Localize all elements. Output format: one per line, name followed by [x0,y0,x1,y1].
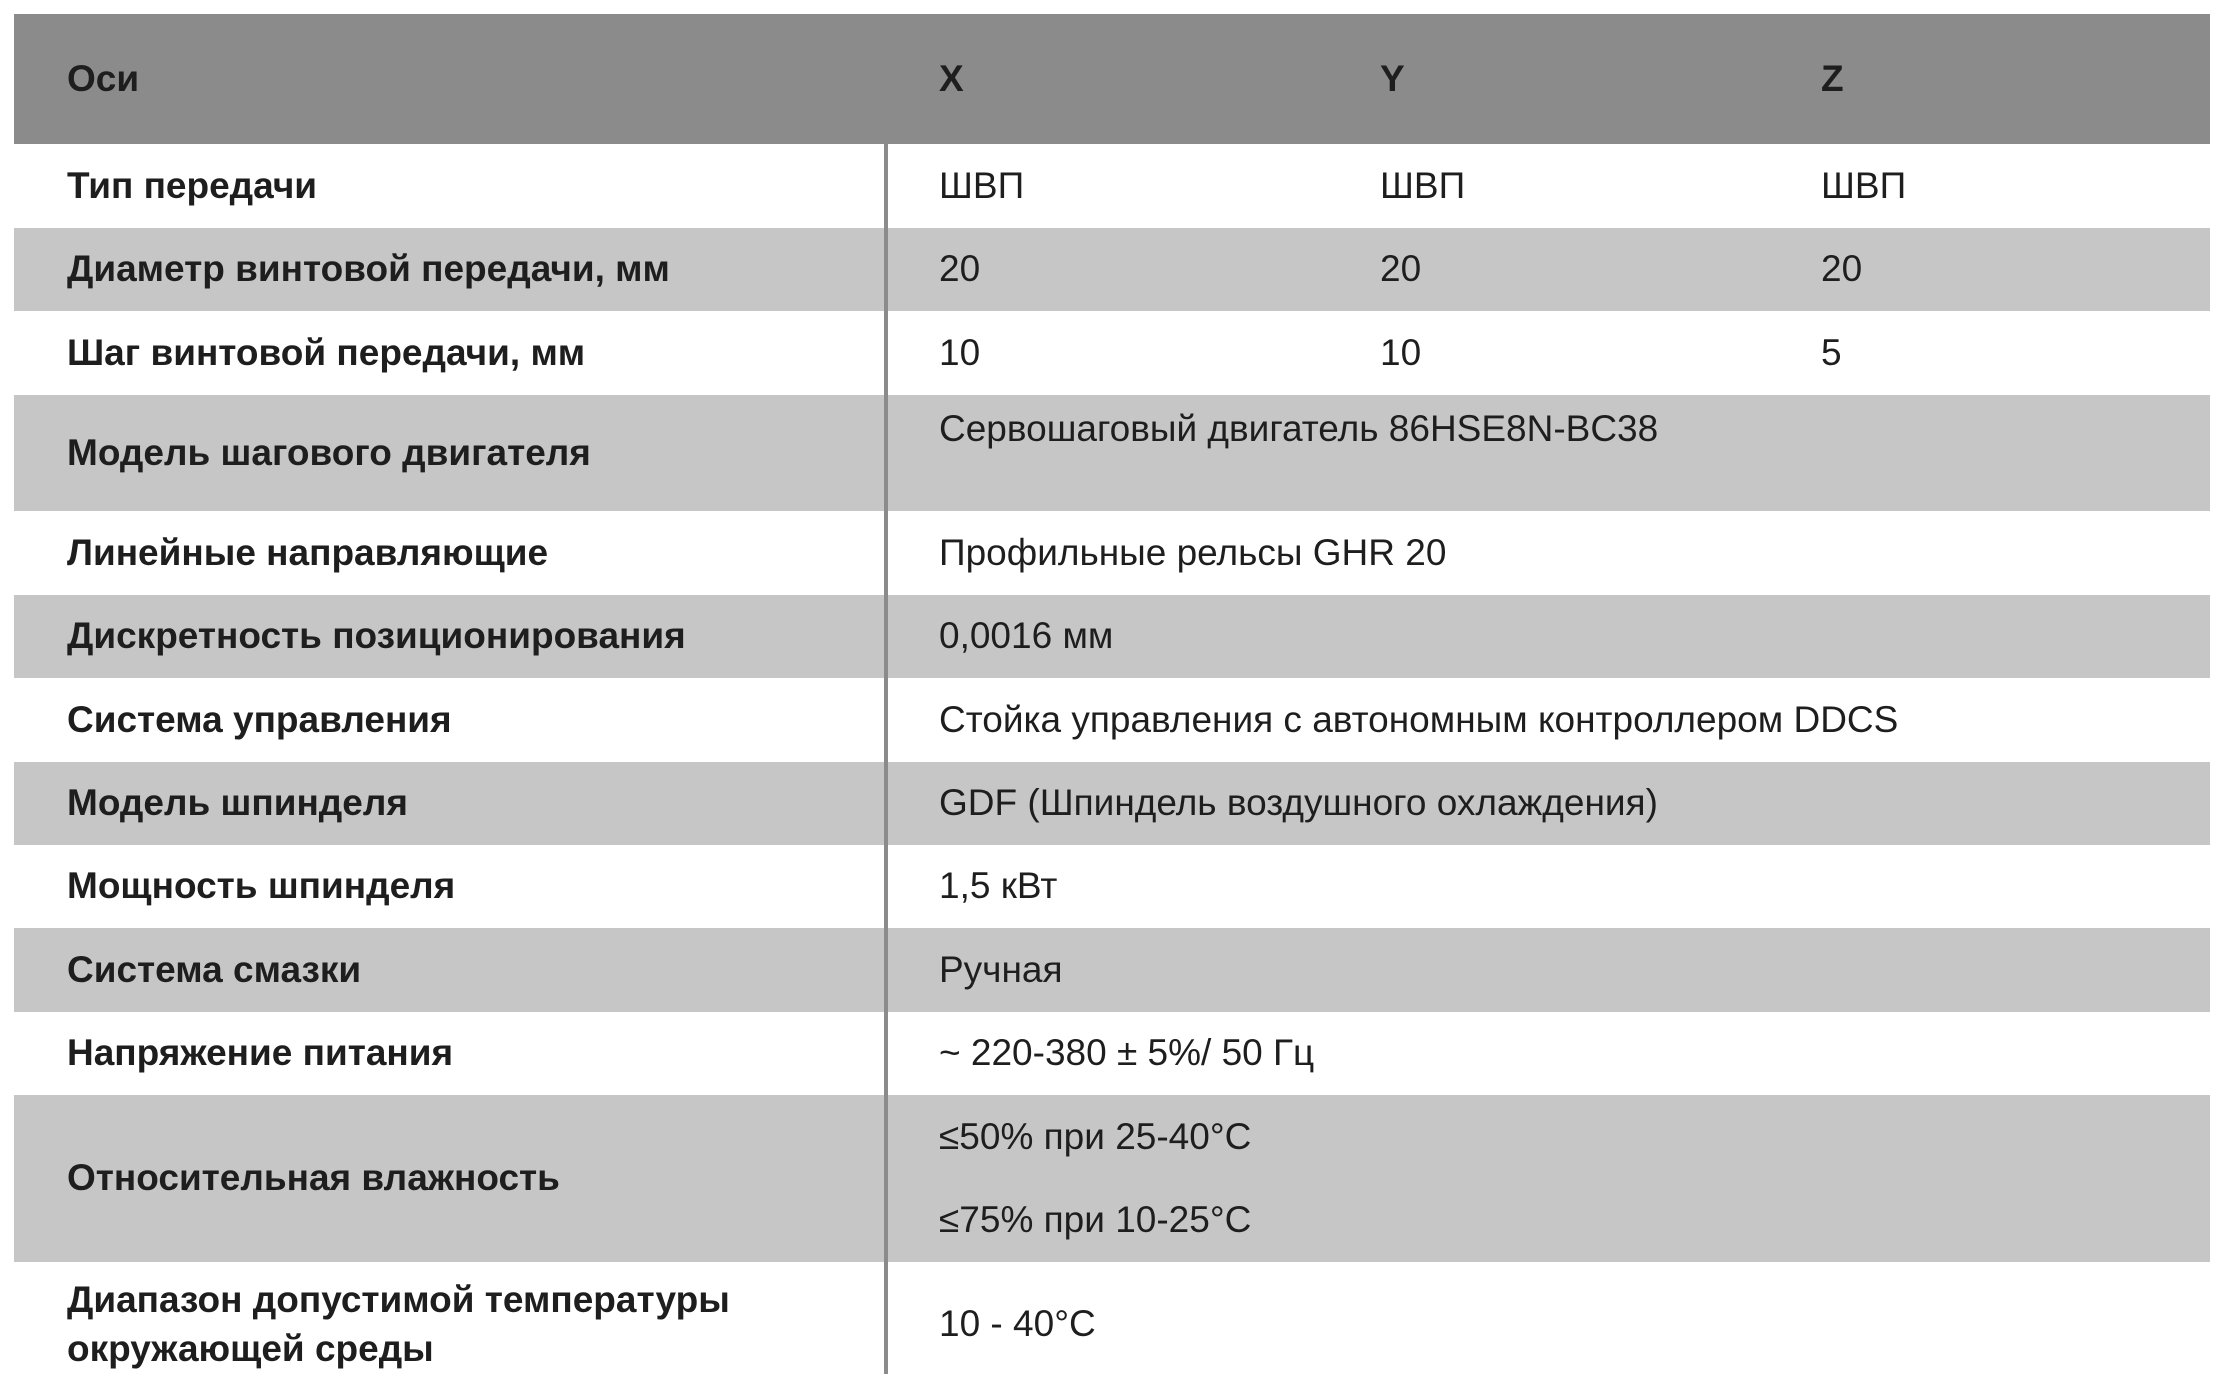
row-label: Относительная влажность [67,1157,560,1199]
row-value-y: 10 [1380,331,1422,373]
header-x: X [939,57,964,99]
row-value: Стойка управления с автономным контроллером DDCS [939,698,1899,740]
row-value-y: ШВП [1380,164,1466,206]
row-value: 1,5 кВт [939,865,1058,907]
row-value: 0,0016 мм [939,615,1114,657]
row-label [14,1276,886,1374]
row-label: Мощность шпинделя [67,865,456,907]
row-label: Система смазки [67,948,362,990]
table-row [14,1262,2210,1387]
header-z: Z [1821,57,1844,99]
column-divider [884,144,888,1374]
row-value: ~ 220-380 ± 5%/ 50 Гц [939,1032,1315,1074]
table-row [14,678,2210,762]
row-value-z: 5 [1821,331,1842,373]
row-label-line: Диапазон допустимой температуры [67,1278,730,1320]
table-header-row [14,14,2210,144]
row-value: GDF (Шпиндель воздушного охлаждения) [939,782,1658,824]
row-label: Диаметр винтовой передачи, мм [67,248,670,290]
header-y: Y [1380,57,1405,99]
row-value-x: 20 [939,248,981,290]
row-value [886,1113,2210,1244]
row-label: Дискретность позиционирования [67,615,686,657]
header-axes-label: Оси [67,57,140,99]
table-row [14,928,2210,1012]
table-row [14,595,2210,678]
table-row [14,311,2210,395]
row-label: Модель шпинделя [67,782,408,824]
row-value-line: ≤50% при 25-40°С [939,1115,1252,1157]
row-value-x: 10 [939,331,981,373]
table-row [14,144,2210,228]
table-row [14,762,2210,845]
table-row [14,1095,2210,1262]
row-label: Шаг винтовой передачи, мм [67,331,586,373]
row-label-line: окружающей среды [67,1327,434,1369]
row-label: Система управления [67,698,452,740]
row-value-x: ШВП [939,164,1025,206]
table-row [14,1012,2210,1095]
table-row [14,511,2210,595]
row-value: Ручная [939,948,1063,990]
table-row [14,228,2210,311]
table-row [14,395,2210,511]
row-label: Напряжение питания [67,1032,454,1074]
row-label: Линейные направляющие [67,531,549,573]
row-value-y: 20 [1380,248,1422,290]
row-value-z: ШВП [1821,164,1907,206]
table-row [14,845,2210,928]
row-value-z: 20 [1821,248,1863,290]
row-value: 10 - 40°С [939,1303,1096,1345]
specs-table [14,14,2210,1387]
row-value: Сервошаговый двигатель 86HSE8N-BC38 [939,408,1659,449]
row-value: Профильные рельсы GHR 20 [939,531,1447,573]
row-value-line: ≤75% при 10-25°С [939,1199,1252,1240]
row-label: Тип передачи [67,164,318,206]
row-label: Модель шагового двигателя [67,431,591,473]
